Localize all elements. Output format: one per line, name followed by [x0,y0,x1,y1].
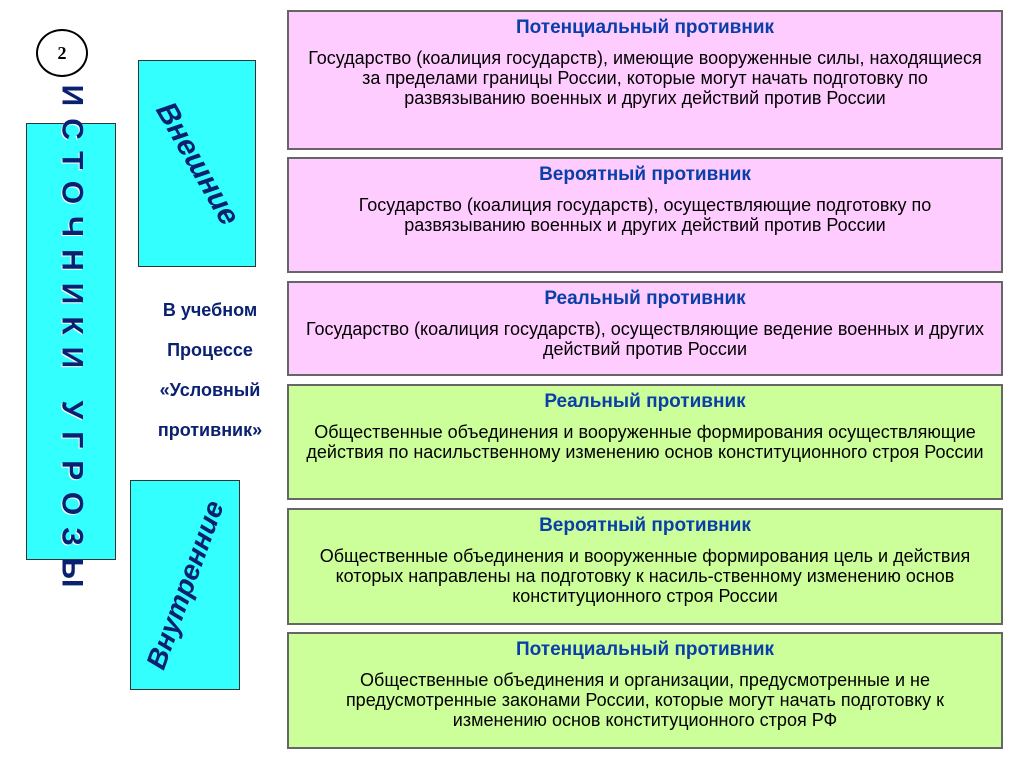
card-description: Общественные объединения и организации, предусмотренные и не предусмотренные законами России, которые могут начать подготовку к изменению основ конституционного строя РФ [345,670,945,730]
card-title: Реальный противник [544,391,746,412]
external-potential-adversary-card [287,10,1003,150]
training-note-line-1: В учебном [162,300,258,320]
external-real-adversary-card [287,281,1003,376]
card-description: Государство (коалиция государств), имеющие вооруженные силы, находящиеся за пределами границы России, которые могут начать подготовку по развязыванию военных и других действий против России [308,48,982,108]
external-probable-adversary-card [287,157,1003,273]
card-description: Государство (коалиция государств), осуществляющие ведение военных и других действий против России [305,319,985,359]
card-title: Вероятный противник [539,515,751,536]
internal-real-adversary-card [287,384,1003,500]
internal-potential-adversary-card [287,632,1003,749]
internal-sources-box [130,480,240,690]
training-note-line-2: Процессе [167,340,253,360]
slide-number: 2 [57,42,67,63]
card-description: Государство (коалиция государств), осуществляющие подготовку по развязыванию военных и других действий против России [358,195,932,235]
training-note-line-4: противник» [157,420,263,440]
card-title: Реальный противник [544,288,746,309]
external-label: Внешние [149,95,246,231]
card-title: Потенциальный противник [515,639,775,660]
internal-label: Внутренние [139,496,230,674]
threat-sources-label: ИСТОЧНИКИ УГРОЗЫ [55,84,89,599]
card-title: Потенциальный противник [515,17,775,38]
card-description: Общественные объединения и вооруженные формирования осуществляющие действия по насильственному изменению основ конституционного строя России [306,422,984,462]
training-note-line-3: «Условный [159,380,261,400]
threat-sources-box [26,84,116,599]
card-title: Вероятный противник [539,164,751,185]
external-sources-box [138,60,256,267]
card-description: Общественные объединения и вооруженные формирования цель и действия которых направлены на подготовку к насиль-ственному изменению основ конституционного строя России [319,546,971,606]
internal-probable-adversary-card [287,508,1003,625]
training-note [134,290,286,450]
slide-number-badge [36,29,88,77]
